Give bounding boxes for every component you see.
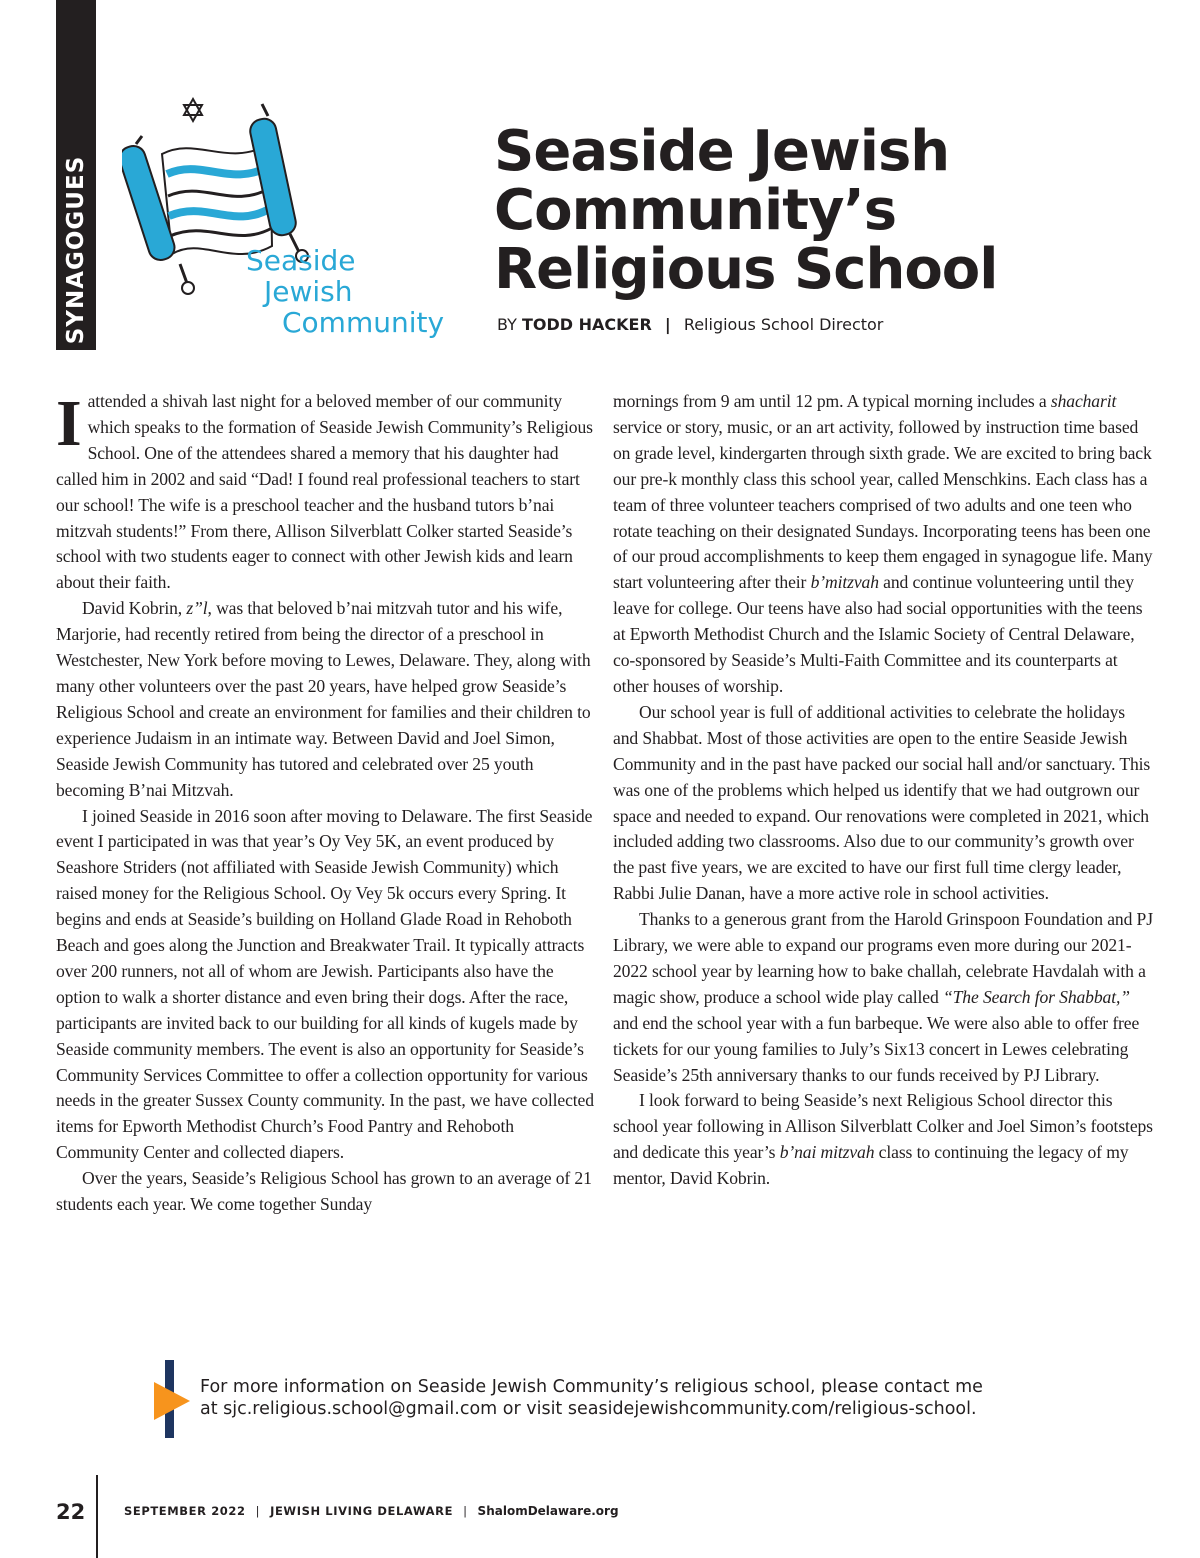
page-number: 22: [56, 1500, 86, 1524]
callout-box: [150, 1360, 1050, 1440]
footer-separator: |: [255, 1504, 261, 1518]
footer-site-link[interactable]: ShalomDelaware.org: [477, 1504, 619, 1518]
paragraph-italic: b’nai mitzvah: [779, 1142, 875, 1163]
byline-author: TODD HACKER: [521, 315, 652, 334]
paragraph: Over the years, Seaside’s Religious School has grown to an average of 21 students each year. We come together Sunday: [56, 1168, 592, 1215]
callout-message: [200, 1376, 1050, 1420]
footer: [124, 1504, 619, 1518]
paragraph-text: service or story, music, or an art activity, followed by instruction time based on grade level, kindergarten through sixth grade. We are excited to bring back our pre-k monthly class this school year, called Menschkins. Each class has a team of three volunteer teachers comprised of two adults and one teen who rotate teaching on their designated Sundays. Incorporating teens has been one of our proud accomplishments to keep them engaged in synagogue life. Many start volunteering after their: [613, 416, 1153, 593]
footer-divider: [96, 1475, 98, 1558]
right-column: [613, 389, 1153, 1192]
paragraph: [613, 907, 1153, 1088]
callout-line-2: at sjc.religious.school@gmail.com or visit seasidejewishcommunity.com/religious-school.: [200, 1399, 977, 1419]
footer-separator: |: [463, 1504, 468, 1518]
title-line-3: Religious School: [494, 237, 998, 302]
byline-role: Religious School Director: [683, 315, 884, 334]
paragraph-text: class to continuing the legacy of my mentor, David Kobrin.: [613, 1142, 1129, 1189]
paragraph-italic: shacharit: [1050, 391, 1117, 411]
section-label: SYNAGOGUES: [63, 155, 89, 345]
paragraph-text: attended a shivah last night for a beloved member of our community which speaks to the formation of Seaside Jewish Community’s Religious School. One of the attendees shared a memory that his daughter had called him in 2002 and said “Dad! I found real professional teachers to start our school! The wife is a preschool teacher and the husband tutors b’nai mitzvah students!” From there, Allison Silverblatt Colker started Seaside’s school with two students eager to connect with other Jewish kids and learn about their faith.: [56, 391, 593, 593]
title-line-2: Community’s: [494, 178, 897, 243]
logo-line-3: Community: [282, 306, 445, 339]
paragraph-italic: z”l: [186, 598, 208, 619]
footer-issue: SEPTEMBER 2022: [124, 1504, 246, 1518]
callout-line-1: For more information on Seaside Jewish Community’s religious school, please contact me: [200, 1377, 983, 1397]
paragraph: Our school year is full of additional activities to celebrate the holidays and Shabbat. Most of those activities are open to the entire Seaside Jewish Community and in the past have packed our social hall and/or sanctuary. This was one of the problems which helped us identify that we had outgrown our space and needed to expand. Our renovations were completed in 2021, which included adding two classrooms. Also due to our community’s growth over the past five years, we are excited to have our first full time clergy leader, Rabbi Julie Danan, have a more active role in school activities.: [613, 701, 1151, 904]
paragraph-text: Thanks to a generous grant from the Harold Grinspoon Foundation and PJ Library, we were able to expand our programs even more during our 2021-2022 school year by learning how to bake challah, celebrate Havdalah with a magic show, produce a school wide play called: [613, 909, 1153, 1007]
left-column: [56, 389, 596, 1218]
arrow-right-icon: [154, 1382, 190, 1420]
paragraph-text: I look forward to being Seaside’s next Religious School director this school year following in Allison Silverblatt Colker and Joel Simon’s footsteps and dedicate this year’s: [613, 1090, 1153, 1163]
paragraph-italic: b’mitzvah: [810, 572, 879, 593]
paragraph-text: and continue volunteering until they leave for college. Our teens have also had social opportunities with the teens at Epworth Methodist Church and the Islamic Society of Central Delaware, co-sponsored by Seaside’s Multi-Faith Committee and its counterparts at other houses of worship.: [613, 572, 1143, 696]
paragraph: [613, 389, 1153, 700]
paragraph-text: , was that beloved b’nai mitzvah tutor and his wife, Marjorie, had recently retired from being the director of a preschool in Westchester, New York before moving to Lewes, Delaware. They, along with many other volunteers over the past 20 years, have helped grow Seaside’s Religious School and create an environment for families and their children to experience Judaism in an intimate way. Between David and Joel Simon, Seaside Jewish Community has tutored and celebrated over 25 youth becoming B’nai Mitzvah.: [56, 598, 591, 800]
section-tab: [56, 0, 96, 350]
footer-publication: JEWISH LIVING DELAWARE: [270, 1504, 454, 1518]
paragraph: [613, 1088, 1153, 1192]
page-title: [494, 119, 998, 302]
byline: [497, 315, 883, 334]
paragraph: [56, 596, 596, 803]
star-of-david-icon: [184, 99, 202, 121]
paragraph: [56, 389, 596, 596]
logo-line-2: Jewish: [264, 275, 353, 308]
logo-line-1: Seaside: [246, 244, 356, 277]
byline-by: BY: [497, 315, 517, 334]
byline-separator: |: [664, 315, 671, 334]
paragraph-text: mornings from 9 am until 12 pm. A typical morning includes a: [613, 391, 1051, 411]
paragraph: I joined Seaside in 2016 soon after moving to Delaware. The first Seaside event I participated in was that year’s Oy Vey 5K, an event produced by Seashore Striders (not affiliated with Seaside Jewish Community) which raised money for the Religious School. Oy Vey 5k occurs every Spring. It begins and ends at Seaside’s building on Holland Glade Road in Rehoboth Beach and goes along the Junction and Breakwater Trail. It typically attracts over 200 runners, not all of whom are Jewish. Participants also have the option to walk a shorter distance and even bring their dogs. After the race, participants are invited back to our building for all kinds of kugels made by Seaside community members. The event is also an opportunity for Seaside’s Community Services Committee to offer a collection opportunity for various needs in the greater Sussex County community. In the past, we have collected items for Epworth Methodist Church’s Food Pantry and Rehoboth Community Center and collected diapers.: [56, 805, 594, 1163]
title-line-1: Seaside Jewish: [494, 119, 950, 184]
paragraph-text: and end the school year with a fun barbeque. We were also able to offer free tickets for our young families to July’s Six13 concert in Lewes celebrating Seaside’s 25th anniversary thanks to our funds received by PJ Library.: [613, 1012, 1140, 1085]
paragraph-italic: “The Search for Shabbat,”: [942, 986, 1130, 1007]
paragraph-text: David Kobrin,: [82, 598, 187, 619]
logo: [122, 96, 467, 346]
drop-cap: I: [56, 387, 82, 460]
